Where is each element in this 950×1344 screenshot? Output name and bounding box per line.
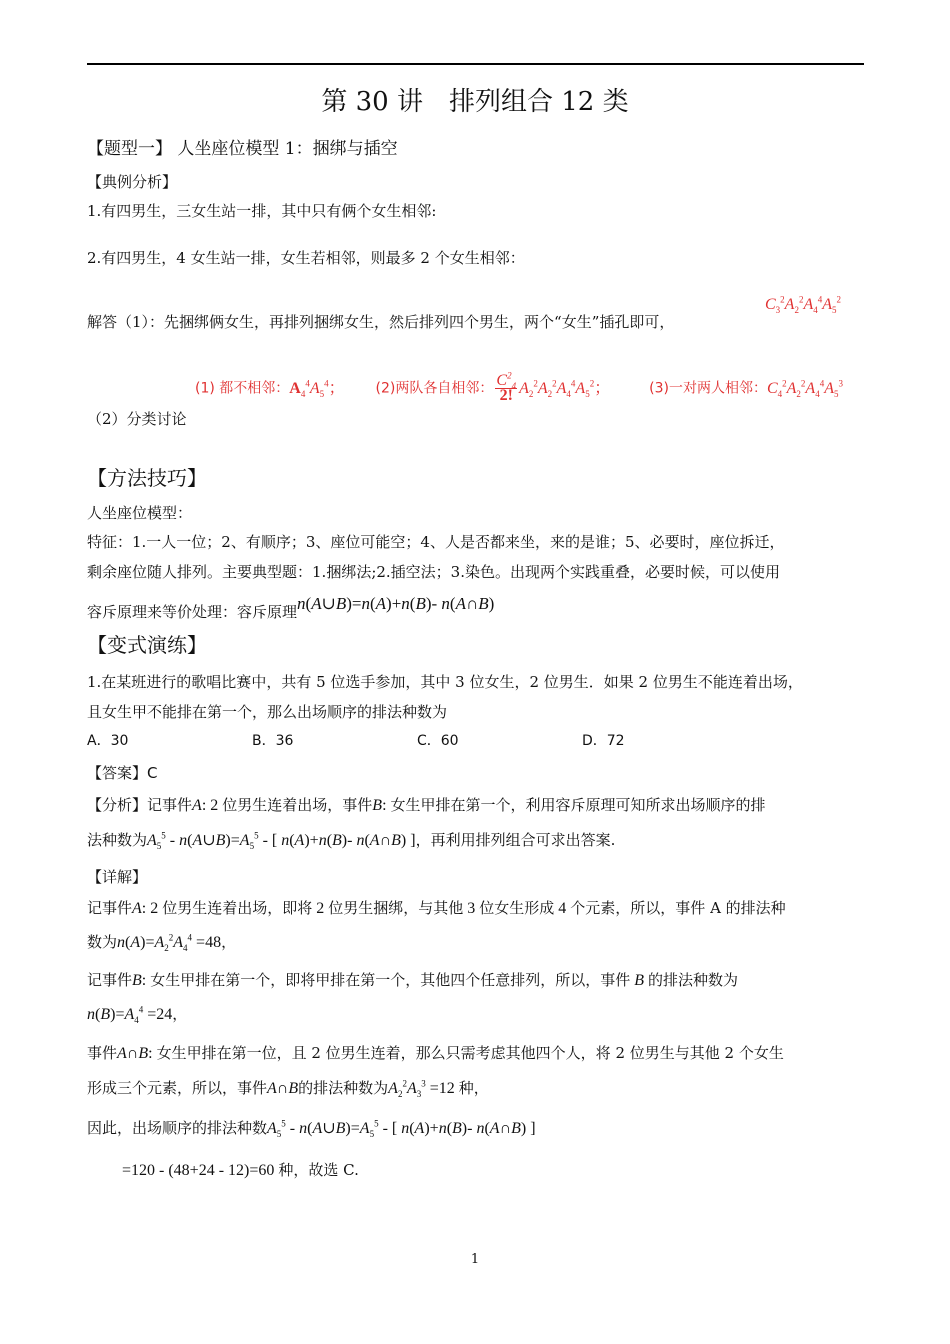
answer-line	[87, 763, 158, 783]
features-line-3-text: 容斥原理来等价处理：容斥原理	[87, 603, 298, 621]
answer-2: （2）分类讨论	[87, 410, 187, 428]
model-title: 人坐座位模型：	[87, 504, 193, 522]
option-d: D．72	[582, 733, 625, 749]
analysis-math-2: B:	[372, 797, 391, 814]
question-1-line-1: 1.在某班进行的歌唱比赛中，共有 5 位选手参加，其中 3 位女生，2 位男生．如果 2 位男生不能连着出场，	[87, 673, 803, 691]
note-3-formula: $C_4^2A_2^2A_4^4A_5^3$	[766, 378, 843, 399]
detail-line-5	[87, 1043, 784, 1064]
analysis-math-1: A: 2	[192, 797, 223, 814]
analysis-line-1	[87, 795, 766, 816]
answer-1-formula: $C_3^2A_2^2A_4^4A_5^2$	[765, 294, 842, 316]
detail-line-2: 数为$n(A)=A_2^2A_4^4 =48$，	[87, 932, 237, 954]
note-2: (2)两队各自相邻：	[375, 380, 494, 397]
detail-line-8	[122, 1160, 359, 1181]
detail-text-3c: 的排法种数为	[648, 971, 739, 989]
analysis-text-4: 法种数为	[87, 831, 148, 849]
detail-text-1b: 位男生连着出场，即将	[162, 899, 313, 917]
option-a: A．30	[87, 733, 129, 749]
detail-text-1e: 个元素，所以，事件 A 的排法种	[570, 899, 786, 917]
features-line-1: 特征：1.一人一位；2、有顺序；3、座位可能空；4、人是否都来坐，来的是谁；5、必要时，座位拆迁，	[87, 533, 785, 551]
detail-line-3	[87, 970, 738, 991]
analysis-text-2: 位男生连着出场，事件	[222, 796, 373, 814]
analysis-label: 【分析】	[87, 796, 148, 814]
note-1-formula: $A_4^4A_5^4$；	[289, 378, 345, 399]
detail-text-1d: 位女生形成	[479, 899, 555, 917]
note-1: (1) 都不相邻：	[195, 380, 290, 397]
red-notes	[195, 370, 843, 404]
detail-text-6b: 的排法种数为	[298, 1079, 389, 1097]
detail-formula-4: $n(B)=A_4^4 =24$	[87, 1004, 173, 1026]
detail-formula-2: $n(A)=A_2^2A_4^4 =48$	[117, 932, 222, 954]
analysis-formula: $A_5^5$ - $n(A\cup B)=A_5^5$ - [ n(A)+n(B)- n(A∩B) ]	[147, 830, 416, 852]
analysis-line-2	[87, 830, 615, 851]
detail-math-5a: A∩B:	[117, 1045, 157, 1062]
detail-math-3b: B	[634, 972, 645, 989]
example-label: 【典例分析】	[87, 173, 178, 191]
answer-1: 解答（1）：先捆绑俩女生，再排列捆绑女生，然后排列四个男生，两个“女生”插孔即可，	[87, 313, 675, 331]
detail-line-7	[87, 1118, 536, 1139]
detail-formula-8: =120 - (48+24 - 12)=60	[122, 1162, 279, 1179]
answer-value: C	[147, 764, 158, 782]
detail-text-5b: 女生甲排在第一位，且 2 位男生连着，那么只需考虑其他四个人，将 2 位男生与其他 2 个女生	[156, 1044, 784, 1062]
header-rule	[87, 63, 864, 65]
detail-text-6a: 形成三个元素，所以，事件	[87, 1079, 268, 1097]
analysis-text-3: 女生甲排在第一个，利用容斥原理可知所求出场顺序的排	[390, 796, 766, 814]
note-2-formula: $A_2^2A_2^2A_4^4A_5^2$；	[519, 378, 611, 399]
option-c: C．60	[417, 733, 459, 749]
type1-heading: 【题型一】 人坐座位模型 1：捆绑与插空	[87, 139, 398, 159]
detail-text-7a: 因此，出场顺序的排法种数	[87, 1119, 268, 1137]
inclusion-exclusion-formula: n(A∪B)=n(A)+n(B)- n(A∩B)	[297, 594, 495, 613]
option-b: B．36	[252, 733, 294, 749]
detail-text-1c: 位男生捆绑，与其他	[328, 899, 464, 917]
detail-math-1c: 3	[463, 900, 480, 917]
detail-text-1a: 记事件	[87, 899, 133, 917]
detail-label: 【详解】	[87, 868, 148, 886]
detail-text-3b: 女生甲排在第一个，即将甲排在第一个，其他四个任意排列，所以，事件	[150, 971, 631, 989]
detail-math-1a: A: 2	[132, 900, 163, 917]
page-title: 第 30 讲 排列组合 12 类	[321, 87, 629, 117]
example-1: 1.有四男生，三女生站一排，其中只有俩个女生相邻:	[87, 202, 437, 220]
analysis-text-5: ，再利用排列组合可求出答案.	[415, 831, 616, 849]
detail-math-1b: 2	[312, 900, 329, 917]
note-3: (3)一对两人相邻：	[649, 380, 767, 397]
detail-line-1	[87, 898, 786, 919]
detail-line-6	[87, 1078, 489, 1099]
detail-text-8b: 种，故选 C.	[278, 1161, 359, 1179]
example-2: 2.有四男生，4 女生站一排，女生若相邻，则最多 2 个女生相邻：	[87, 249, 525, 267]
features-line-2: 剩余座位随人排列。主要典型题：1.捆绑法;2.插空法；3.染色。出现两个实践重叠，必要时候，可以使用	[87, 563, 780, 581]
detail-formula-6: $A_2^2A_3^3 =12$	[388, 1078, 459, 1100]
detail-formula-7: $A_5^5$ - $n(A\cup B)=A_5^5$ - [ n(A)+n(B)- n(A∩B) ]	[267, 1118, 536, 1140]
question-1-line-2: 且女生甲不能排在第一个，那么出场顺序的排法种数为	[87, 703, 448, 721]
detail-text-6c: 种，	[458, 1079, 489, 1097]
page-number: 1	[470, 1252, 480, 1267]
note-2-frac: $\frac{C^2_4}{2!}$	[496, 370, 517, 404]
detail-line-4: $n(B)=A_4^4 =24$，	[87, 1004, 188, 1026]
detail-math-1d: 4	[554, 900, 571, 917]
detail-math-3a: B:	[132, 972, 151, 989]
answer-label: 【答案】	[87, 764, 148, 782]
detail-math-6a: A∩B	[267, 1080, 299, 1097]
detail-text-5a: 事件	[87, 1044, 118, 1062]
detail-text-2a: 数为	[87, 933, 118, 951]
variant-heading: 【变式演练】	[87, 633, 207, 657]
method-heading: 【方法技巧】	[87, 466, 207, 490]
analysis-text-1: 记事件	[147, 796, 193, 814]
detail-text-3a: 记事件	[87, 971, 133, 989]
features-line-3	[87, 594, 495, 622]
